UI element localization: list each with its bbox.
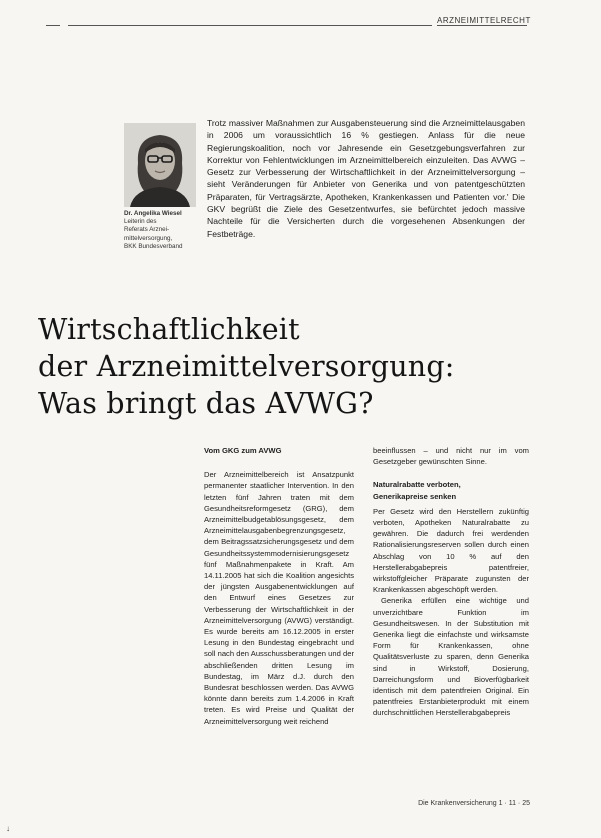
body-column-2 <box>373 445 529 719</box>
body-paragraph: Per Gesetz wird den Herstellern zukünftig verboten, Apotheken Naturalrabatte zu gewähren. Die dadurch frei werdenden Rationalisierungsreserven sollen durch einen Abschlag von 10 % auf den Herstellerabgabepreis patentfreier, wirkstoffgleicher Präparate zugunsten der Krankenkassen abgeschöpft werden. <box>373 506 529 595</box>
article-title <box>38 311 583 422</box>
page-footer: Die Krankenversicherung 1 · 11 · 25 <box>418 800 530 807</box>
author-role-line: mittelversorgung, <box>124 234 173 242</box>
intro-paragraph: Trotz massiver Maßnahmen zur Ausgabensteuerung sind die Arzneimittelausgaben in 2006 um voraussichtlich 16 % gestiegen. Anlass für die neue Regierungskoalition, noch vor Jahresende ein Gesetzgebungsverfahren zur Korrektur von Fehlentwicklungen im Arzneimittelbereich einzuleiten. Das AVWG – Gesetz zur Verbesserung der Wirtschaftlichkeit in der Arzneimittelversorgung – sieht Veränderungen für Anbieter von Generika und von patentgeschützten Präparaten, für Vertragsärzte, Apotheken, Krankenkassen und Patienten vor.' Die GKV begrüßt die Ziele des Gesetzentwurfes, sie befürchtet jedoch massive Nachteile für die Versicherten durch die vorgesehenen Absenkungen der Festbeträge. <box>207 118 525 239</box>
author-portrait <box>124 123 196 207</box>
author-role-line: Referats Arznei- <box>124 226 170 234</box>
body-paragraph: Generika erfüllen eine wichtige und unverzichtbare Funktion im Gesundheitswesen. In der Substitution mit Generika liegt die einfachste und wirksamste Form für Krankenkassen, ohne Qualitätsverluste zu sparen, denn Generika sind in Wirkstoff, Dosierung, Darreichungsform und Bioverfügbarkeit identisch mit dem patentfreien Original. Ein patentfreies Erstanbieterprodukt mit einem durchschnittlichen Herstellerabgabepreis <box>373 596 529 718</box>
title-line: der Arzneimittelversorgung: <box>38 350 455 383</box>
author-portrait-image <box>124 123 196 207</box>
title-line: Wirtschaftlichkeit <box>38 313 300 346</box>
author-role-line: BKK Bundesverband <box>124 242 183 250</box>
subheading <box>373 479 529 501</box>
author-name: Dr. Angelika Wiesel <box>124 210 182 217</box>
body-paragraph: Der Arzneimittelbereich ist Ansatzpunkt permanenter staatlicher Intervention. In den letzten fünf Jahren traten mit dem Gesundheitsreformgesetz (GRG), dem Arzneimittelbudgetablösungsgesetz, dem Arzneimittelausgabenbegrenzungsgesetz, dem Beitragssatzsicherungsgesetz und dem Gesundheitssystemmodernisierungsgesetz fünf Maßnahmenpakete in Kraft. Am 14.11.2005 hat sich die Koalition angesichts der jüngsten Ausgabenentwicklungen auf den Entwurf eines Gesetzes zur Verbesserung der Wirtschaftlichkeit in der Arzneimittelversorgung (AVWG) verständigt. Es wurde bereits am 16.12.2005 in erster Lesung in den Bundestag eingebracht und soll nach den Ausschussberatungen und der abschließenden dritten Lesung im Bundestag, im März d.J. durch den Bundesrat beschlossen werden. Das AVWG könnte dann bereits zum 1.4.2006 in Kraft treten. Es wird Preise und Qualität der Arzneimittelversorgung weit reichend <box>204 470 354 726</box>
corner-mark: ↓ <box>6 824 10 833</box>
section-kicker: Vom GKG zum AVWG <box>204 446 282 455</box>
subheading-line: Generikapreise senken <box>373 491 457 501</box>
header-rule-right <box>437 25 527 26</box>
body-paragraph: beeinflussen – und nicht nur im vom Gesetzgeber gewünschten Sinne. <box>373 446 529 467</box>
author-caption <box>124 210 200 251</box>
title-line: Was bringt das AVWG? <box>38 387 374 420</box>
header-rule-left <box>46 25 60 26</box>
body-column-1 <box>204 445 354 727</box>
header-rule <box>68 25 432 26</box>
section-label: ARZNEIMITTELRECHT <box>437 16 531 25</box>
author-role-line: Leiterin des <box>124 218 157 226</box>
subheading-line: Naturalrabatte verboten, <box>373 480 461 490</box>
